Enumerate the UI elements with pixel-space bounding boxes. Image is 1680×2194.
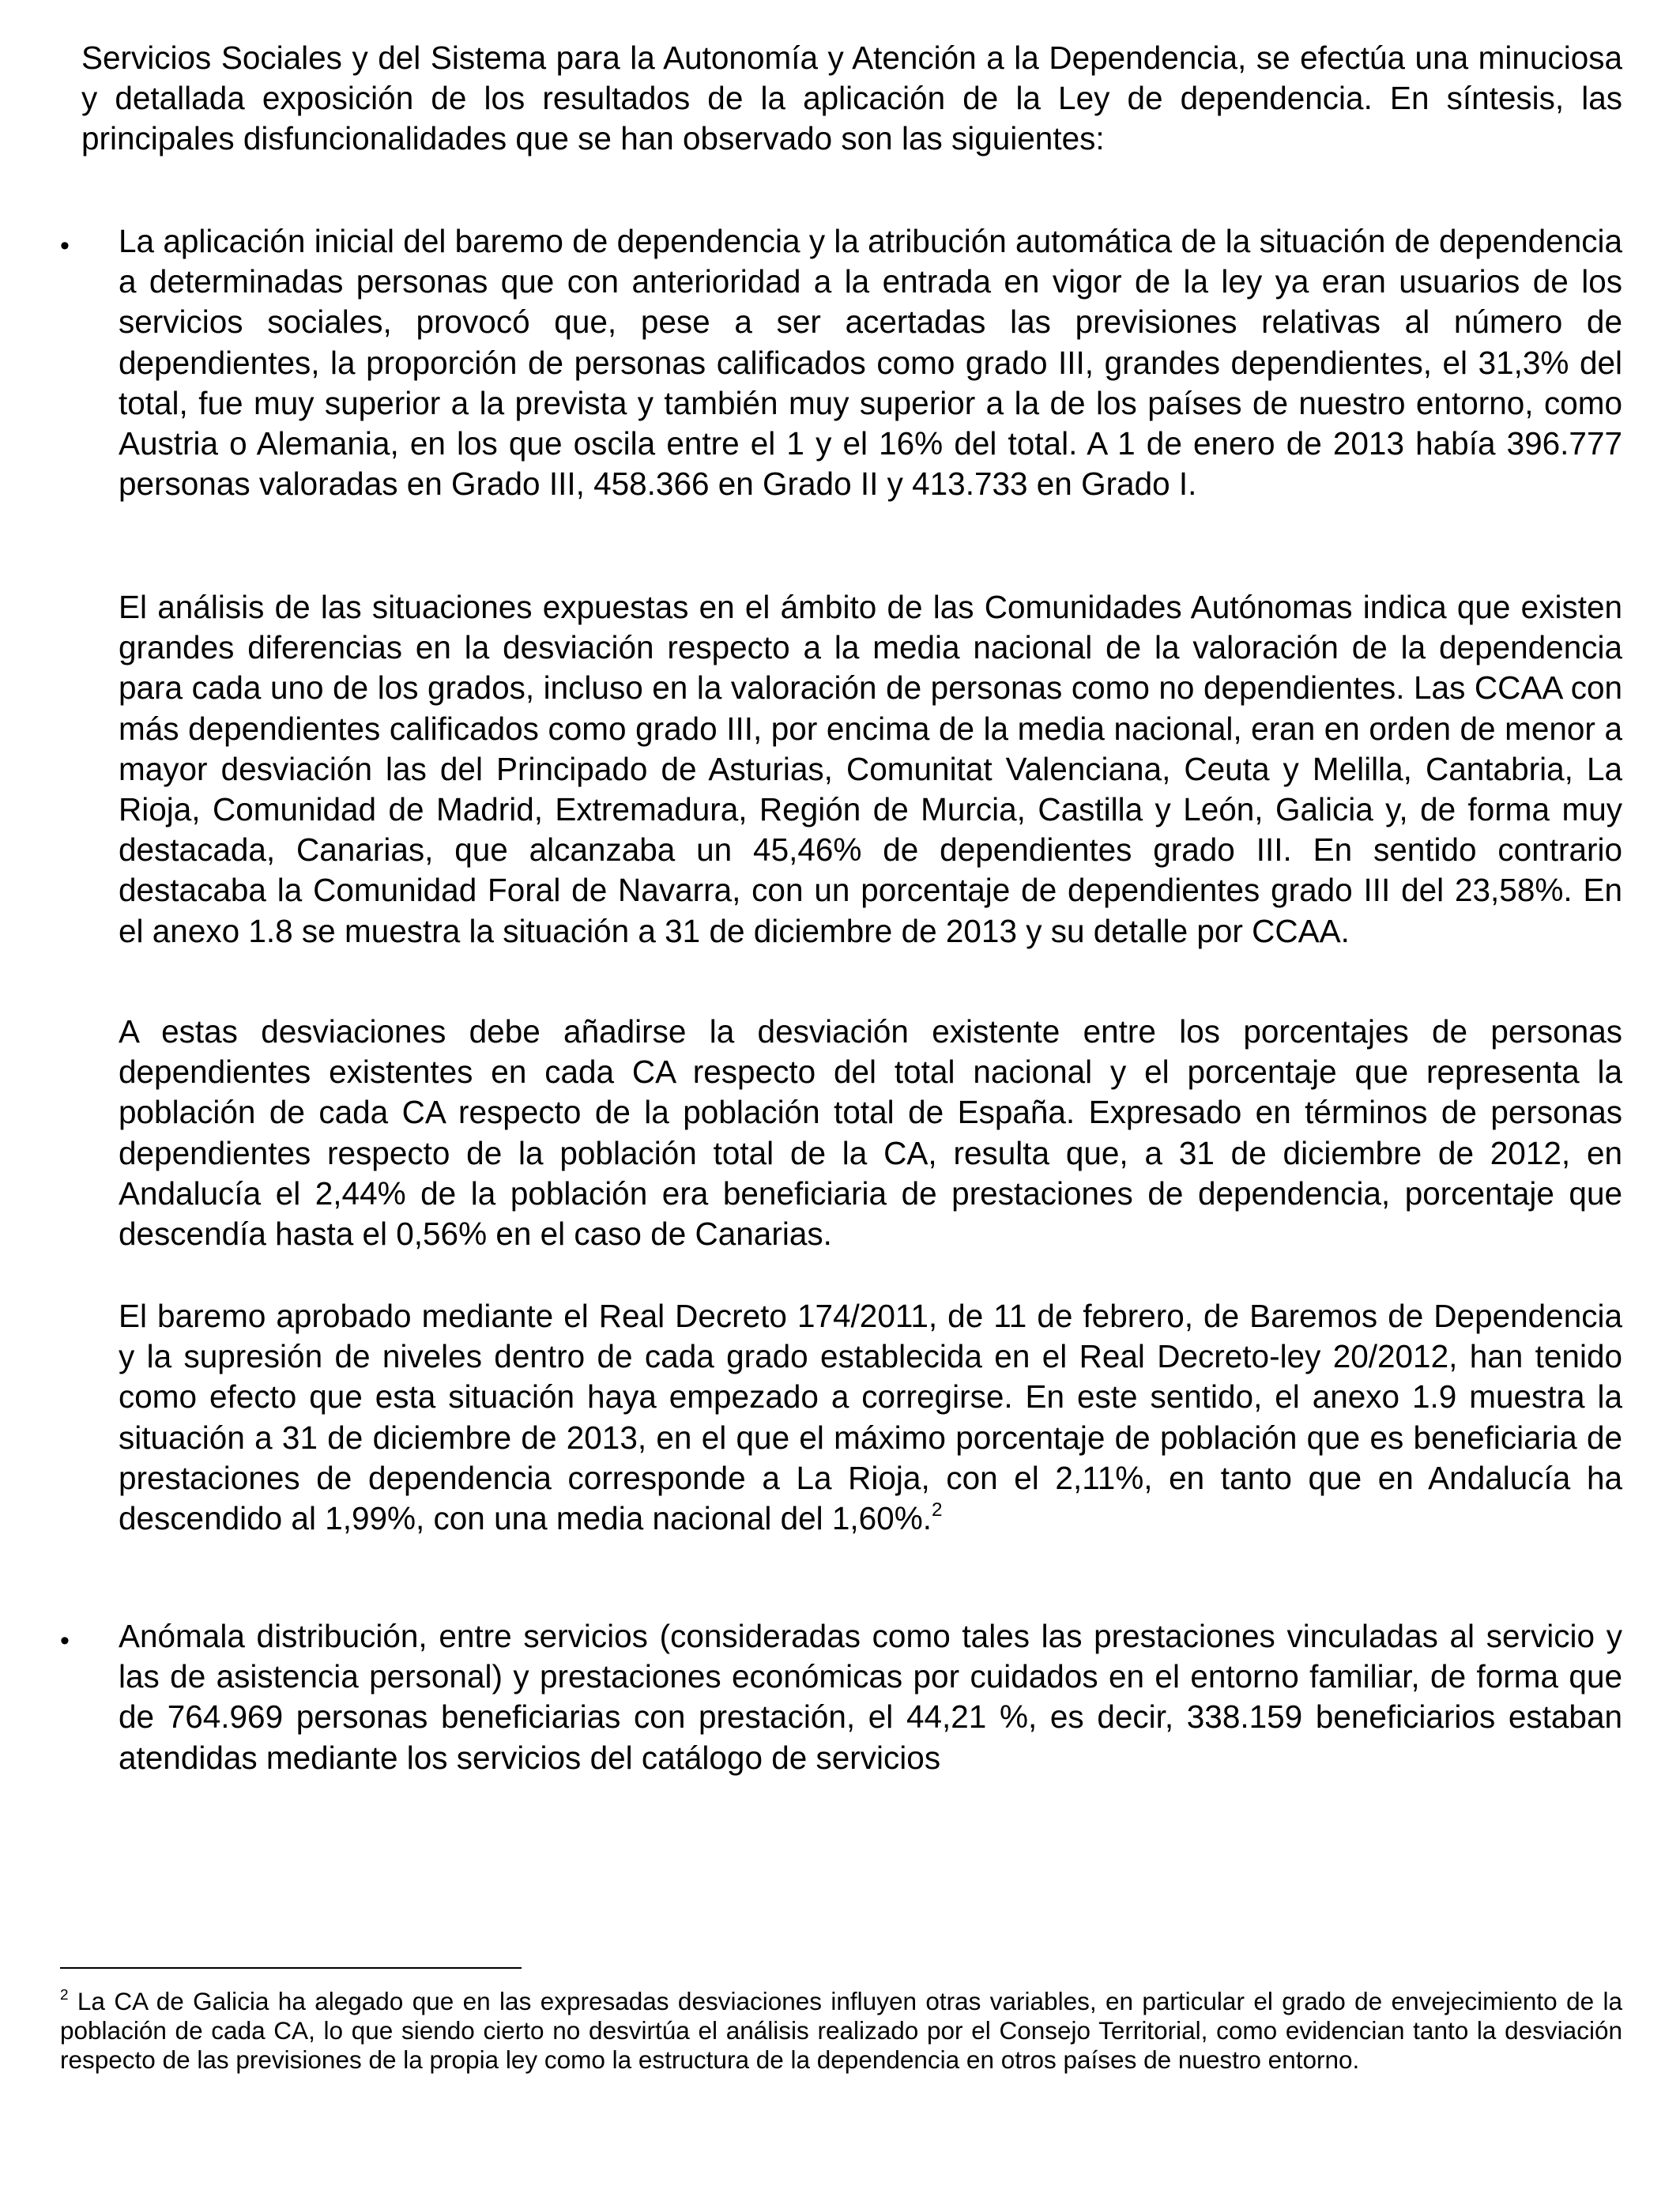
footnote-number: 2 — [60, 1986, 69, 2004]
bullet-marker-1: • — [60, 231, 70, 261]
bullet-item-baremo: La aplicación inicial del baremo de dependencia y la atribución automática de la situación de dependencia a determinadas personas que con anterioridad a la entrada en vigor de la ley ya eran usuarios de los servicios sociales, provocó que, pese a ser acertadas las previsiones relativas al número de dependientes, la proporción de personas calificados como grado III, grandes dependientes, el 31,3% del total, fue muy superior a la prevista y también muy superior a la de los países de nuestro entorno, como Austria o Alemania, en los que oscila entre el 1 y el 16% del total. A 1 de enero de 2013 había 396.777 personas valoradas en Grado III, 458.366 en Grado II y 413.733 en Grado I. — [119, 223, 1622, 503]
intro-paragraph: Servicios Sociales y del Sistema para la Autonomía y Atención a la Dependencia, se efectúa una minuciosa y detallada exposición de los resultados de la aplicación de la Ley de dependencia. En síntesis, las principales disfuncionalidades que se han observado son las siguientes: — [81, 40, 1622, 157]
paragraph-baremo-real-decreto — [119, 1296, 1622, 1539]
bullet-marker-2: • — [60, 1626, 70, 1656]
paragraph-baremo-text: El baremo aprobado mediante el Real Decreto 174/2011, de 11 de febrero, de Baremos de Dependencia y la supresión de niveles dentro de cada grado establecida en el Real Decreto-ley 20/2012, han tenido como efecto que esta situación haya empezado a corregirse. En este sentido, el anexo 1.9 muestra la situación a 31 de diciembre de 2013, en el que el máximo porcentaje de población que es beneficiaria de prestaciones de dependencia corresponde a La Rioja, con el 2,11%, en tanto que en Andalucía ha descendido al 1,99%, con una media nacional del 1,60%. — [119, 1298, 1622, 1537]
footnote-reference[interactable]: 2 — [931, 1499, 943, 1521]
footnote-separator — [60, 1967, 522, 1969]
footnote-text: La CA de Galicia ha alegado que en las expresadas desviaciones influyen otras variables, en particular el grado de envejecimiento de la población de cada CA, lo que siendo cierto no desvirtúa el análisis realizado por el Consejo Territorial, como evidencian tanto la desviación respecto de las previsiones de la propia ley como la estructura de la dependencia en otros países de nuestro entorno. — [60, 1987, 1622, 2075]
paragraph-desviaciones: A estas desviaciones debe añadirse la desviación existente entre los porcentajes de personas dependientes existentes en cada CA respecto del total nacional y el porcentaje que representa la población de cada CA respecto de la población total de España. Expresado en términos de personas dependientes respecto de la población total de la CA, resulta que, a 31 de diciembre de 2012, en Andalucía el 2,44% de la población era beneficiaria de prestaciones de dependencia, porcentaje que descendía hasta el 0,56% en el caso de Canarias. — [119, 1013, 1622, 1253]
footnote — [60, 1987, 1622, 2075]
paragraph-ccaa-analysis: El análisis de las situaciones expuestas en el ámbito de las Comunidades Autónomas indica que existen grandes diferencias en la desviación respecto a la media nacional de la valoración de la dependencia para cada uno de los grados, incluso en la valoración de personas como no dependientes. Las CCAA con más dependientes calificados como grado III, por encima de la media nacional, eran en orden de menor a mayor desviación las del Principado de Asturias, Comunitat Valenciana, Ceuta y Melilla, Cantabria, La Rioja, Comunidad de Madrid, Extremadura, Región de Murcia, Castilla y León, Galicia y, de forma muy destacada, Canarias, que alcanzaba un 45,46% de dependientes grado III. En sentido contrario destacaba la Comunidad Foral de Navarra, con un porcentaje de dependientes grado III del 23,58%. En el anexo 1.8 se muestra la situación a 31 de diciembre de 2013 y su detalle por CCAA. — [119, 589, 1622, 949]
bullet-item-distribucion: Anómala distribución, entre servicios (consideradas como tales las prestaciones vinculadas al servicio y las de asistencia personal) y prestaciones económicas por cuidados en el entorno familiar, de forma que de 764.969 personas beneficiarias con prestación, el 44,21 %, es decir, 338.159 beneficiarios estaban atendidas mediante los servicios del catálogo de servicios — [119, 1618, 1622, 1776]
